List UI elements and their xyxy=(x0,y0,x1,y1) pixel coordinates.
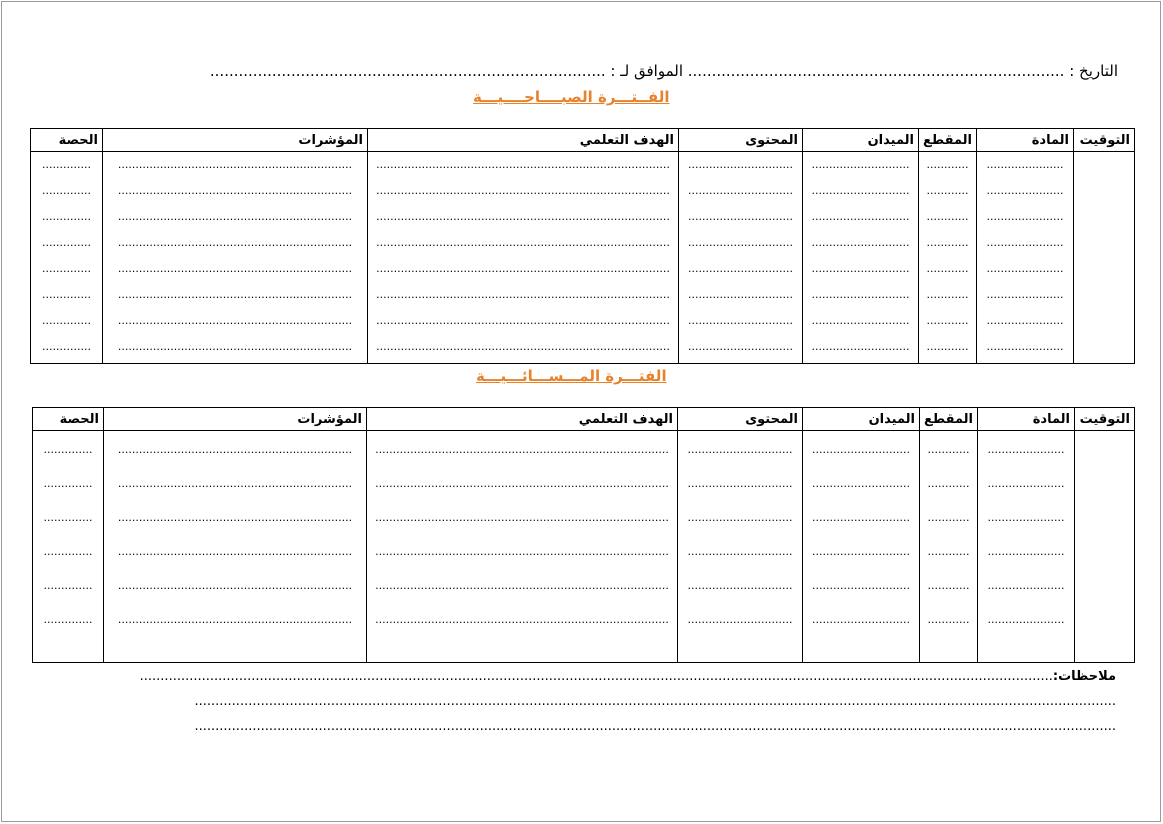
date-line xyxy=(78,62,1118,84)
dotted-placeholder: .............................. xyxy=(688,262,793,275)
col-header-subject: المادة xyxy=(978,408,1075,431)
dotted-placeholder: .............. xyxy=(42,184,91,197)
segment-cell xyxy=(919,152,977,364)
dotted-placeholder: ...................... xyxy=(986,236,1064,249)
dotted-placeholder: .............................. xyxy=(687,545,793,558)
dotted-placeholder: ............ xyxy=(926,340,969,353)
dotted-placeholder: ............................ xyxy=(811,210,910,223)
dotted-placeholder: .............. xyxy=(42,210,91,223)
dotted-placeholder: .................................................................................... xyxy=(375,579,669,592)
dotted-placeholder: ............................ xyxy=(811,340,910,353)
segment-cell xyxy=(920,431,978,663)
dotted-placeholder: .................................................................................... xyxy=(376,288,670,301)
dotted-placeholder: ............................ xyxy=(811,314,910,327)
dotted-placeholder: .............. xyxy=(43,511,93,524)
dotted-placeholder: ............ xyxy=(927,613,970,626)
dotted-placeholder: .................................................................................... xyxy=(375,443,669,456)
col-header-period: الحصة xyxy=(33,408,104,431)
agreed-dots: ................................................................................... xyxy=(209,62,606,80)
dotted-placeholder: ................................................................... xyxy=(117,210,353,223)
dotted-placeholder: ............................ xyxy=(812,443,910,456)
period-cell xyxy=(31,152,103,364)
dotted-placeholder: ................................................................... xyxy=(117,477,353,490)
dotted-placeholder: .............. xyxy=(42,314,91,327)
dotted-placeholder: ...................... xyxy=(986,314,1064,327)
dotted-placeholder: .................................................................................... xyxy=(375,511,669,524)
dotted-placeholder: .............................. xyxy=(687,579,793,592)
indicators-cell xyxy=(103,152,368,364)
col-header-time: التوقيت xyxy=(1074,129,1135,152)
date-label: التاريخ : xyxy=(1069,62,1118,80)
dotted-placeholder: ............ xyxy=(927,579,970,592)
col-header-subject: المادة xyxy=(977,129,1074,152)
indicators-cell xyxy=(104,431,367,663)
col-header-objective: الهدف التعلمي xyxy=(368,129,679,152)
dotted-placeholder: .............. xyxy=(43,443,93,456)
col-header-time: التوقيت xyxy=(1075,408,1135,431)
dotted-placeholder: .............. xyxy=(42,340,91,353)
dotted-placeholder: .............................. xyxy=(688,236,793,249)
dotted-placeholder: .............. xyxy=(42,236,91,249)
morning-period-title: الفــتـــرة الصبــــاحــــيـــة xyxy=(473,88,670,106)
dotted-placeholder: ...................... xyxy=(986,210,1064,223)
dotted-placeholder: ............................ xyxy=(811,158,910,171)
dotted-placeholder: ............ xyxy=(926,262,969,275)
time-cell xyxy=(1075,431,1135,663)
dotted-placeholder: ............................ xyxy=(811,184,910,197)
field-cell xyxy=(803,431,920,663)
subject-cell xyxy=(978,431,1075,663)
dotted-placeholder: ...................... xyxy=(987,511,1065,524)
dotted-placeholder: ................................................................... xyxy=(117,184,353,197)
dotted-placeholder: ............ xyxy=(927,511,970,524)
dotted-placeholder: ............ xyxy=(926,158,969,171)
dotted-placeholder: ............................ xyxy=(812,545,910,558)
dotted-placeholder: .............. xyxy=(42,158,91,171)
dotted-placeholder: .............................. xyxy=(688,288,793,301)
dotted-placeholder: ............ xyxy=(927,443,970,456)
col-header-indicators: المؤشرات xyxy=(103,129,368,152)
dotted-placeholder: .............................. xyxy=(688,184,793,197)
agreed-label: الموافق لـ : xyxy=(610,62,683,80)
dotted-placeholder: .............................. xyxy=(688,314,793,327)
evening-schedule-table xyxy=(32,407,1135,663)
col-header-objective: الهدف التعلمي xyxy=(367,408,678,431)
date-dots: ............................................................................... xyxy=(687,62,1065,80)
dotted-placeholder: .................................................................................... xyxy=(375,613,669,626)
time-cell xyxy=(1074,152,1135,364)
dotted-placeholder: .............................. xyxy=(687,613,793,626)
dotted-placeholder: ................................................................... xyxy=(117,262,353,275)
field-cell xyxy=(803,152,919,364)
dotted-placeholder: .................................................................................... xyxy=(376,340,670,353)
dotted-placeholder: ...................... xyxy=(987,477,1065,490)
table-body-row xyxy=(31,152,1135,364)
dotted-placeholder: ................................................................... xyxy=(117,340,353,353)
content-cell xyxy=(678,431,803,663)
dotted-placeholder: .................................................................................... xyxy=(376,314,670,327)
dotted-placeholder: ................................................................... xyxy=(117,314,353,327)
table-header-row xyxy=(33,408,1135,431)
dotted-placeholder: ............................ xyxy=(812,477,910,490)
notes-label: ملاحظات: xyxy=(1052,669,1116,684)
dotted-placeholder: ............ xyxy=(926,314,969,327)
table-header-row xyxy=(31,129,1135,152)
dotted-placeholder: ............................ xyxy=(811,262,910,275)
dotted-placeholder: .............................. xyxy=(687,477,793,490)
notes-dots-1: ............................................................................................................................................................................................................................. xyxy=(139,669,1053,684)
dotted-placeholder: .............................. xyxy=(687,511,793,524)
dotted-placeholder: ...................... xyxy=(986,340,1064,353)
dotted-placeholder: .............................. xyxy=(688,340,793,353)
dotted-placeholder: .................................................................................... xyxy=(376,158,670,171)
dotted-placeholder: ...................... xyxy=(986,288,1064,301)
dotted-placeholder: ............................ xyxy=(811,288,910,301)
dotted-placeholder: ............ xyxy=(926,236,969,249)
dotted-placeholder: .............................. xyxy=(688,158,793,171)
dotted-placeholder: ................................................................... xyxy=(117,236,353,249)
dotted-placeholder: .................................................................................... xyxy=(376,236,670,249)
dotted-placeholder: ...................... xyxy=(986,158,1064,171)
dotted-placeholder: ............ xyxy=(926,288,969,301)
dotted-placeholder: .................................................................................... xyxy=(375,477,669,490)
content-cell xyxy=(679,152,803,364)
objective-cell xyxy=(367,431,678,663)
period-cell xyxy=(33,431,104,663)
col-header-segment: المقطع xyxy=(919,129,977,152)
dotted-placeholder: .............. xyxy=(43,477,93,490)
dotted-placeholder: ............................ xyxy=(812,613,910,626)
dotted-placeholder: .............. xyxy=(43,579,93,592)
dotted-placeholder: ................................................................... xyxy=(117,579,353,592)
notes-line-2: ............................................................................................................................................................................................................................... xyxy=(194,694,1116,709)
dotted-placeholder: .................................................................................... xyxy=(376,210,670,223)
dotted-placeholder: ................................................................... xyxy=(117,613,353,626)
dotted-placeholder: ................................................................... xyxy=(117,158,353,171)
dotted-placeholder: ................................................................... xyxy=(117,443,353,456)
dotted-placeholder: ............................ xyxy=(812,579,910,592)
notes-line-3: ............................................................................................................................................................................................................................... xyxy=(194,719,1116,734)
dotted-placeholder: ............ xyxy=(926,210,969,223)
evening-period-title: الفتـــرة المـــســـائـــيـــة xyxy=(476,367,667,385)
dotted-placeholder: .................................................................................... xyxy=(376,262,670,275)
dotted-placeholder: ............................ xyxy=(811,236,910,249)
col-header-period: الحصة xyxy=(31,129,103,152)
subject-cell xyxy=(977,152,1074,364)
notes-section xyxy=(44,664,1116,739)
col-header-segment: المقطع xyxy=(920,408,978,431)
dotted-placeholder: ...................... xyxy=(986,184,1064,197)
col-header-content: المحتوى xyxy=(679,129,803,152)
dotted-placeholder: ............ xyxy=(927,545,970,558)
col-header-indicators: المؤشرات xyxy=(104,408,367,431)
dotted-placeholder: ...................... xyxy=(986,262,1064,275)
dotted-placeholder: ...................... xyxy=(987,443,1065,456)
dotted-placeholder: ............ xyxy=(926,184,969,197)
col-header-content: المحتوى xyxy=(678,408,803,431)
dotted-placeholder: ...................... xyxy=(987,545,1065,558)
dotted-placeholder: .............. xyxy=(42,288,91,301)
col-header-field: الميدان xyxy=(803,408,920,431)
dotted-placeholder: .................................................................................... xyxy=(376,184,670,197)
dotted-placeholder: .............. xyxy=(43,545,93,558)
dotted-placeholder: ...................... xyxy=(987,579,1065,592)
morning-schedule-table xyxy=(30,128,1135,364)
dotted-placeholder: .............................. xyxy=(687,443,793,456)
dotted-placeholder: .............. xyxy=(42,262,91,275)
dotted-placeholder: ................................................................... xyxy=(117,511,353,524)
objective-cell xyxy=(368,152,679,364)
dotted-placeholder: ............................ xyxy=(812,511,910,524)
dotted-placeholder: ...................... xyxy=(987,613,1065,626)
col-header-field: الميدان xyxy=(803,129,919,152)
dotted-placeholder: ............ xyxy=(927,477,970,490)
dotted-placeholder: ................................................................... xyxy=(117,288,353,301)
notes-line-1 xyxy=(44,664,1116,689)
table-body-row xyxy=(33,431,1135,663)
dotted-placeholder: .............. xyxy=(43,613,93,626)
dotted-placeholder: .............................. xyxy=(688,210,793,223)
dotted-placeholder: ................................................................... xyxy=(117,545,353,558)
dotted-placeholder: .................................................................................... xyxy=(375,545,669,558)
